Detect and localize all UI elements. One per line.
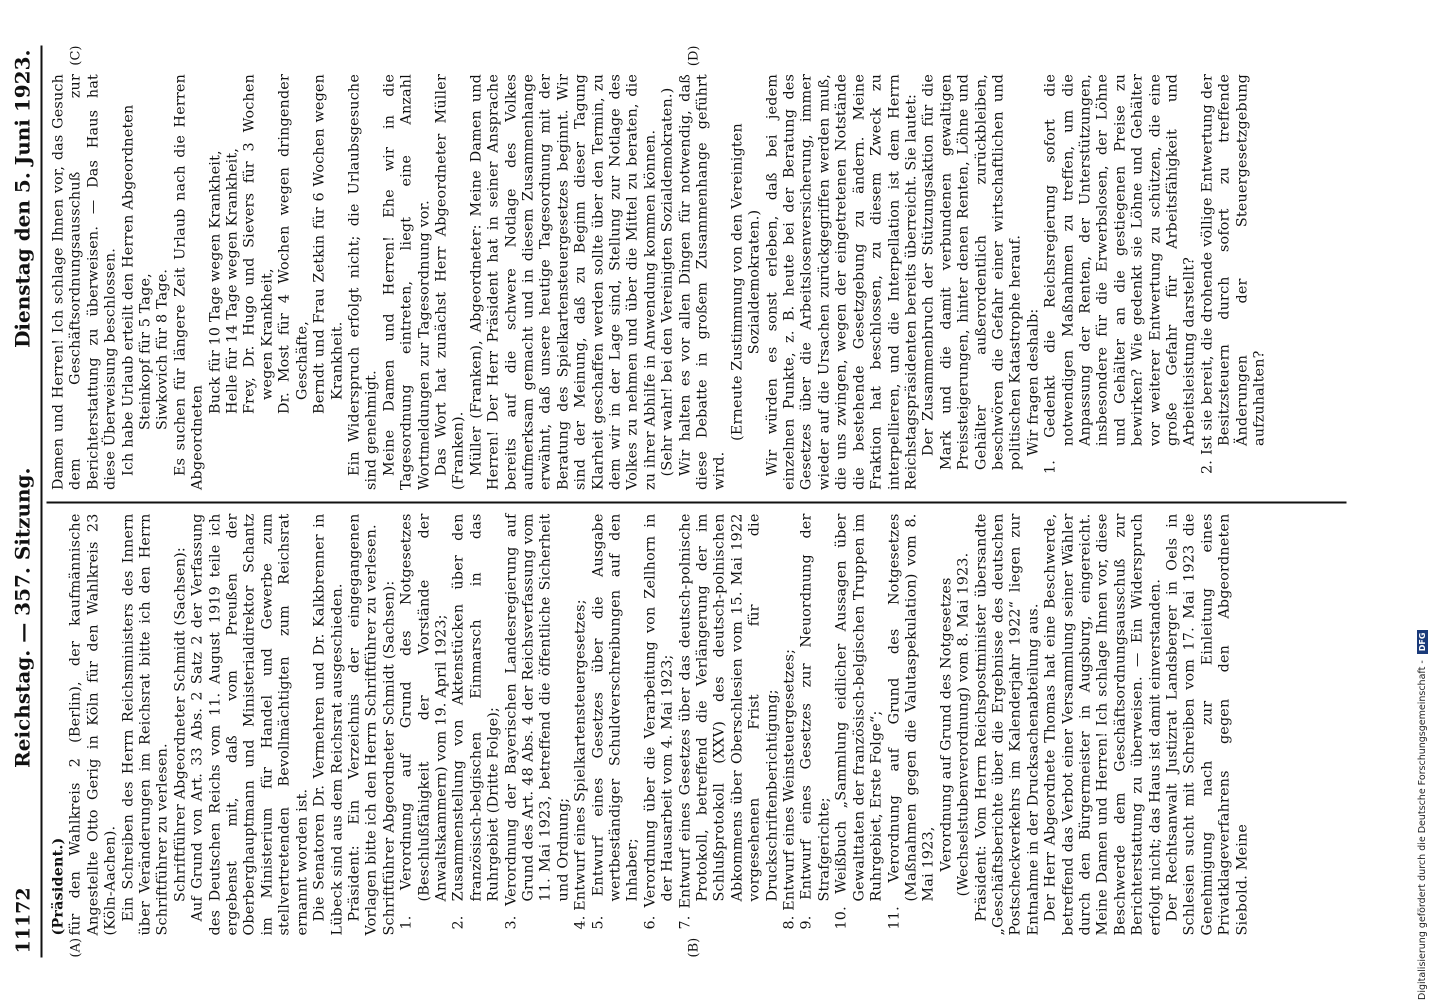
dfg-logo: DFG (1417, 630, 1428, 655)
paragraph: Meine Damen und Herren! Ehe wir in die Tagesordnung eintreten, liegt eine Anzahl Wortmeldungen zur Tagesordnung vor. (381, 74, 433, 490)
interjection: (Sehr wahr! bei den Vereinigten Sozialdemokraten.) (659, 87, 676, 477)
paragraph: für den Wahlkreis 2 (Berlin), der kaufmännische Angestellte Otto Gerig in Köln für den Wahlkreis 23 (Köln-Aachen). (67, 513, 119, 936)
document-page (5, 36, 1350, 966)
page-number: 11172 (12, 887, 35, 954)
interjection: (Erneute Zustimmung von den Vereinigten Sozialdemokraten.) (729, 123, 763, 441)
paragraph: Das Wort hat zunächst Herr Abgeordneter Müller (Franken). (433, 74, 467, 490)
list-entry: Helle für 14 Tage wegen Krankheit, (224, 147, 241, 414)
list-item: 2. Zusammenstellung von Aktenstücken über den französisch-belgischen Einmarsch in das Ruhrgebiet (Dritte Folge); (450, 513, 502, 930)
list-item: 8. Entwurf eines Weinsteuergesetzes; (781, 648, 798, 930)
list-entry: Siwkovich für 8 Tage. (154, 268, 171, 430)
digitization-credit (1414, 0, 1430, 1000)
list-entry: Berndt und Frau Zetkin für 6 Wochen wegen Krankheit. (311, 74, 345, 414)
paragraph: Verordnung auf Grund des Notgesetzes (Wechselstubenverordnung) vom 8. Mai 1923. (938, 552, 972, 897)
speaker-heading: Schriftführer Abgeordneter Schmidt (Sachsen): (381, 580, 398, 936)
list-item: 11. Verordnung auf Grund des Notgesetzes (Maßnahmen gegen die Valutaspekulation) vom 8. Mai 1923, (886, 513, 937, 930)
text-columns (47, 46, 1347, 958)
list-item: 1. Gedenkt die Reichsregierung sofort die notwendigen Maßnahmen zu treffen, um die Anpassung der Renten, der Unterstützungen, insbesondere für die Erwerbslosen, der Löhne und Gehälter an die gestiegenen Preise zu bewirken? Wie gedenkt sie Löhne und Gehälter vor weiterer Entwertung zu schützen, die eine große Gefahr für Arbeitsfähigkeit und Arbeitsleistung darstellt? (1042, 74, 1198, 474)
paragraph: Ein Schreiben des Herrn Reichsministers des Innern über Veränderungen im Reichsrat bitte ich den Herrn Schriftführer zu verlesen. (120, 513, 171, 936)
credit-text: Digitalisierung gefördert durch die Deutsche Forschungsgemeinschaft - (1416, 660, 1428, 1000)
list-item: 3. Verordnung der Bayerischen Landesregierung auf Grund des Art. 48 Abs. 4 der Reichsverfassung vom 11. Mai 1923, betreffend die öffentliche Sicherheit und Ordnung; (503, 513, 572, 930)
header-right-title: Dienstag den 5. Juni 1923. (10, 49, 35, 348)
list-entry: Steinkopf für 5 Tage, (137, 273, 154, 430)
right-column (47, 45, 1347, 500)
paragraph: Damen und Herren! Ich schlage Ihnen vor, das Gesuch dem Geschäftsordnungsausschuß zur Berichterstattung zu überweisen. — Das Haus hat diese Überweisung beschlossen. (50, 74, 119, 490)
paragraph: Der Rechtsanwalt Justizrat Landsberger in Oels in Schlesien sucht mit Schreiben vom 17. Mai 1923 die Genehmigung nach zur Einleitung eines Privatklageverfahrens gegen den Abgeordneten Siebold. Meine (1164, 513, 1251, 936)
list-item: 4. Entwurf eines Spielkartensteuergesetzes; (572, 599, 589, 930)
paragraph: Präsident: Ein Verzeichnis der eingegangenen Vorlagen bitte ich den Herrn Schriftführer zu verlesen. (346, 513, 380, 936)
paragraph: Der Herr Abgeordnete Thomas hat eine Beschwerde, betreffend das Verbot einer Versammlung seiner Wähler durch den Bürgermeister in Augsburg, eingereicht. Meine Damen und Herren! Ich schlage Ihnen vor, diese Beschwerde dem Geschäftsordnungsausschuß zur Berichterstattung zu überweisen. — Ein Widerspruch erfolgt nicht; das Haus ist damit einverstanden. (1042, 513, 1164, 936)
list-item: 10. Weißbuch „Sammlung eidlicher Aussagen über Gewalttaten der französisch-belgischen Truppen im Ruhrgebiet, Erste Folge“; (833, 513, 885, 930)
header-left-title: Reichstag. — 357. Sitzung. (10, 467, 35, 768)
speaker-label: (Präsident.) (50, 837, 67, 936)
list-entry: Buck für 10 Tage wegen Krankheit, (207, 150, 224, 414)
list-item: 5. Entwurf eines Gesetzes über die Ausgabe wertbeständiger Schuldverschreibungen auf den Inhaber; (590, 513, 641, 930)
column-divider (47, 502, 1347, 504)
paragraph: Ein Widerspruch erfolgt nicht; die Urlaubsgesuche sind genehmigt. (346, 74, 380, 490)
paragraph: Wir würden es sonst erleben, daß bei jedem einzelnen Punkte, z. B. heute bei der Beratung des Gesetzes über die Arbeitslosenversicherung, immer wieder auf die Ursachen zurückgegriffen werden muß, die uns zwingen, wegen der eingetretenen Notstände die bestehende Gesetzgebung zu ändern. Meine Fraktion hat beschlossen, zu diesem Zweck zu interpellieren, und die Interpellation ist dem Herrn Reichstagspräsidenten bereits überreicht. Sie lautet: (764, 74, 920, 490)
paragraph: Auf Grund von Art. 33 Abs. 2 Satz 2 der Verfassung des Deutschen Reichs vom 11. August 1919 teile ich ergebenst mit, daß vom Preußen der Oberberghauptmann und Ministerialdirektor Schantz im Ministerium für Handel und Gewerbe zum stellvertretenden Bevollmächtigten zum Reichsrat ernannt worden ist. (189, 513, 311, 936)
paragraph: Präsident: Vom Herrn Reichspostminister übersandte „Geschäftsberichte über die Ergebnisse des deutschen Postscheckverkehrs im Kalenderjahr 1922“ liegen zur Entnahme in der Drucksachenabteilung aus. (973, 513, 1042, 936)
list-item: 6. Verordnung über die Verarbeitung von Zellhorn in der Hausarbeit vom 4. Mai 1923; (642, 513, 676, 930)
margin-mark-c: (C) (68, 45, 84, 66)
list-item: 1. Verordnung auf Grund des Notgesetzes (Beschlußfähigkeit der Vorstände der Anwaltskammern) vom 19. April 1923; (398, 513, 450, 930)
margin-mark-b: (B) (686, 937, 702, 958)
paragraph: Ich habe Urlaub erteilt den Herren Abgeordneten (120, 104, 137, 476)
margin-mark-a: (A) (68, 937, 84, 958)
list-item: 9. Entwurf eines Gesetzes zur Neuordnung der Strafgerichte; (798, 513, 833, 930)
speaker-heading: Schriftführer Abgeordneter Schmidt (Sachsen): (172, 547, 189, 902)
list-entry: Frey, Dr. Hugo und Sievers für 3 Wochen wegen Krankheit, (241, 74, 276, 414)
list-entry: Dr. Most für 4 Wochen wegen dringender Geschäfte, (276, 74, 311, 414)
paragraph: Es suchen für längere Zeit Urlaub nach die Herren Abgeordneten (172, 74, 206, 490)
list-item: 2. Ist sie bereit, die drohende völlige Entwertung der Besitzsteuern durch sofort zu treffende Änderungen der Steuergesetzgebung aufzuhalten? (1199, 74, 1268, 474)
page-header (11, 46, 43, 958)
paragraph: Müller (Franken), Abgeordneter: Meine Damen und Herren! Der Herr Präsident hat in seiner Ansprache bereits auf die schwere Notlage des Volkes aufmerksam gemacht und in diesem Zusammenhange erwähnt, daß unsere heutige Tagesordnung mit der Beratung des Spielkartensteuergesetzes beginnt. Wir sind der Meinung, daß zu Beginn dieser Tagung Klarheit geschaffen werden sollte über den Termin, zu dem wir in der Lage sind, Stellung zur Notlage des Volkes zu nehmen und über die Mittel zu beraten, die zu ihrer Abhilfe in Anwendung kommen können. (468, 74, 659, 490)
paragraph: Wir halten es vor allen Dingen für notwendig, daß diese Debatte in großem Zusammenhange geführt wird. (677, 74, 728, 490)
left-column (47, 506, 1347, 958)
list-item: 7. Entwurf eines Gesetzes über das deutsch-polnische Protokoll, betreffend die Verlängerung der im Schlußprotokoll (XXV) des deutsch-polnischen Abkommens über Oberschlesien vom 15. Mai 1922 vorgesehenen Frist für die Druckschriftenberichtigung; (677, 513, 781, 930)
quoted-paragraph: Der Zusammenbruch der Stützungsaktion für die Mark und die damit verbundenen gewaltigen Preissteigerungen, hinter denen Renten, Löhne und Gehälter außerordentlich zurückbleiben, beschwören die Gefahr einer wirtschaftlichen und politischen Katastrophe herauf. (920, 74, 1024, 470)
margin-mark-d: (D) (686, 45, 702, 67)
quoted-paragraph: Wir fragen deshalb: (1025, 308, 1042, 456)
paragraph: Die Senatoren Dr. Vermehren und Dr. Kalkbrenner in Lübeck sind aus dem Reichsrat ausgeschieden. (311, 513, 345, 936)
